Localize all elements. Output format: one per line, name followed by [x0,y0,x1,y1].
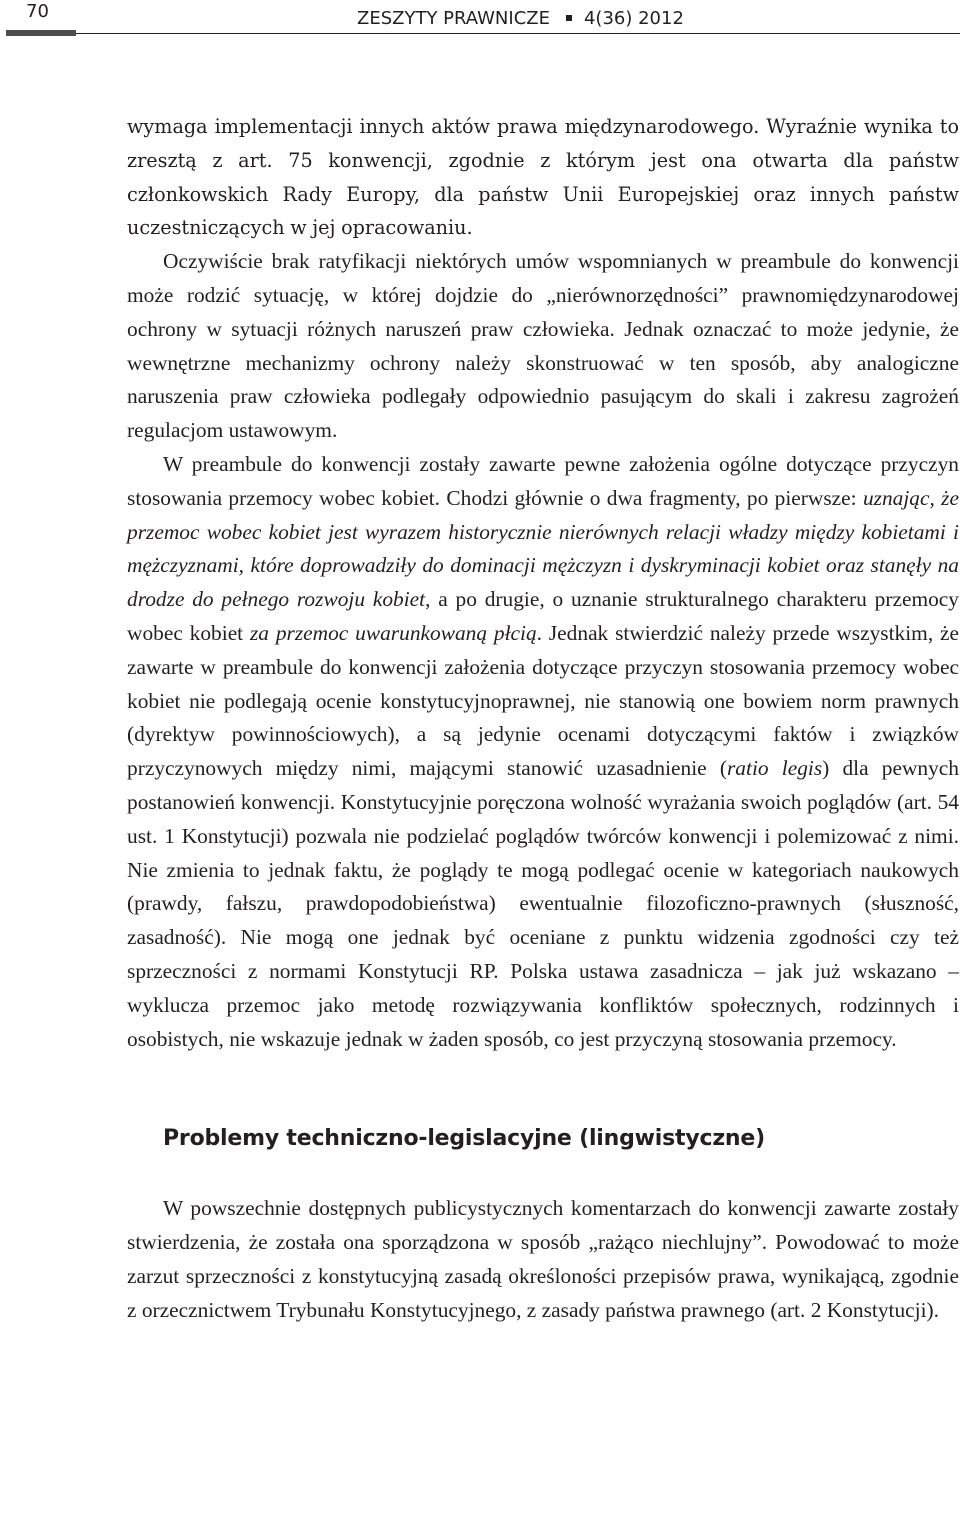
header-rule [76,33,960,34]
paragraph-3-text-3: . Jednak stwierdzić należy przede wszystkim, że zawarte w preambule do konwencji założenia dotyczące przyczyn stosowania przemocy wobec kobiet nie podlegają ocenie konstytucyjnoprawnej, nie stanowią one bowiem norm prawnych (dyrektyw powinnościowych), a są jedynie ocenami dotyczącymi faktów i związków przyczynowych między nimi, mającymi stanowić uzasadnienie ( [127,620,959,781]
journal-issue: 4(36) 2012 [583,8,684,29]
paragraph-3-text-1: W preambule do konwencji zostały zawarte pewne założenia ogólne dotyczące przyczyn stosowania przemocy wobec kobiet. Chodzi głównie o dwa fragmenty, po pierwsze: [127,451,959,510]
ratio-legis-term: ratio legis [726,756,823,781]
paragraph-2: Oczywiście brak ratyfikacji niektórych umów wspomnianych w preambule do konwencji może rodzić sytuację, w której dojdzie do „nierównorzędności” prawnomiędzynarodowej ochrony w sytuacji różnych naruszeń praw człowieka. Jednak oznaczać to może jedynie, że wewnętrzne mechanizmy ochrony należy skonstruować w ten sposób, aby analogiczne naruszenia praw człowieka podlegały odpowiednio pasującym do skali i zakresu zagrożeń regulacjom ustawowym. [127,249,959,443]
article-body [127,110,959,1328]
paragraph-3-text-2: , a po drugie, o uznanie strukturalnego charakteru przemocy wobec kobiet [127,587,959,645]
paragraph-1: wymaga implementacji innych aktów prawa międzynarodowego. Wyraźnie wynika to zresztą z art. 75 konwencji, zgodnie z którym jest ona otwarta dla państw członkowskich Rady Europy, dla państw Unii Europejskiej oraz innych państw uczestniczących w jej opracowaniu. [127,115,959,240]
paragraph-3 [127,448,959,1056]
preamble-quote-2: za przemoc uwarunkowaną płcią [249,620,537,645]
section-heading: Problemy techniczno-legislacyjne (lingwistyczne) [163,1126,765,1152]
running-header [357,8,684,30]
paragraph-4: W powszechnie dostępnych publicystycznych komentarzach do konwencji zawarte zostały stwierdzenia, że została ona sporządzona w sposób „rażąco niechlujny”. Powodować to może zarzut sprzeczności z konstytucyjną zasadą określoności przepisów prawa, wynikającą, zgodnie z orzecznictwem Trybunału Konstytucyjnego, z zasady państwa prawnego (art. 2 Konstytucji). [127,1196,959,1322]
page-number-bar [6,30,76,36]
square-bullet-icon [566,15,572,21]
page-number: 70 [26,1,49,22]
preamble-quote-1: uznając, że przemoc wobec kobiet jest wyrazem historycznie nierównych relacji władzy między kobietami i mężczyznami, które doprowadziły do dominacji mężczyzn i dyskryminacji kobiet oraz stanęły na drodze do pełnego rozwoju kobiet [127,485,959,612]
paragraph-3-text-4: ) dla pewnych postanowień konwencji. Konstytucyjnie poręczona wolność wyrażania swoich poglądów (art. 54 ust. 1 Konstytucji) pozwala nie podzielać poglądów twórców konwencji i polemizować z nimi. Nie zmienia to jednak faktu, że poglądy te mogą podlegać ocenie w kategoriach naukowych (prawdy, fałszu, prawdopodobieństwa) ewentualnie filozoficzno-prawnych (słuszność, zasadność). Nie mogą one jednak być oceniane z punktu widzenia zgodności czy też sprzeczności z normami Konstytucji RP. Polska ustawa zasadnicza – jak już wskazano – wyklucza przemoc jako metodę rozwiązywania konfliktów społecznych, rodzinnych i osobistych, nie wskazuje jednak w żaden sposób, co jest przyczyną stosowania przemocy. [127,756,959,1051]
page-header [0,0,960,40]
journal-title: ZESZYTY PRAWNICZE [357,8,550,29]
